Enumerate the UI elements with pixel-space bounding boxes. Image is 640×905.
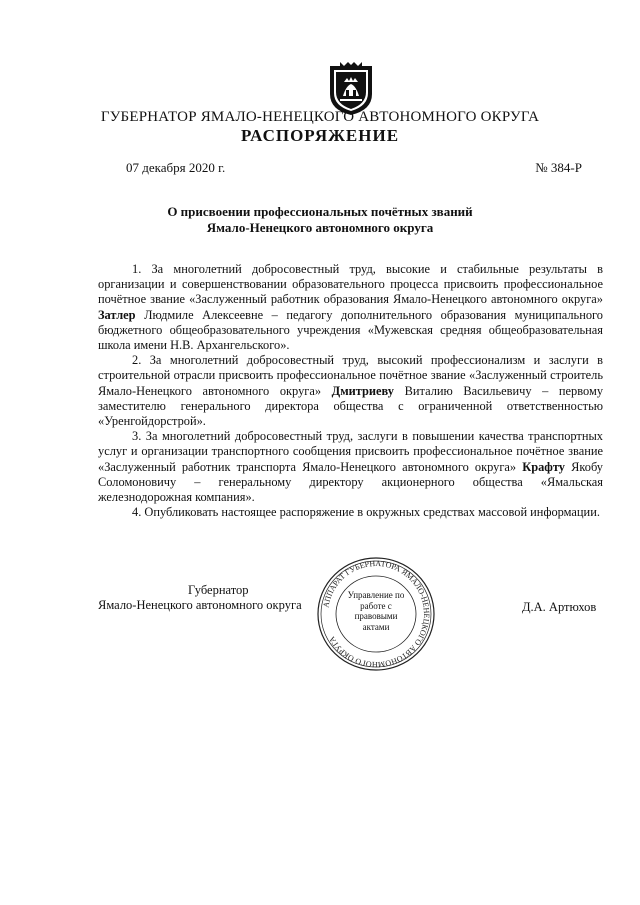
awardee-name-2: Дмитриеву [331, 383, 395, 398]
paragraph-2-text-a: 2. За многолетний добросовестный труд, высокий профессионализм и заслуги в строительной отрасли присвоить профессиональное почётное звание «Заслуженный строитель Ямало-Ненецкого автономного округа» [98, 353, 603, 398]
signatory-name: Д.А. Артюхов [522, 600, 597, 614]
coat-of-arms-emblem [326, 60, 376, 116]
paragraph-3-text-a: 3. За многолетний добросовестный труд, заслуги в повышении качества транспортных услуг и организации транспортного сообщения присвоить профессиональное почётное звание «Заслуженный работник транспорта Ямало-Ненецкого автономного округа» [98, 429, 603, 474]
signatory-title-line-2: Ямало-Ненецкого автономного округа [98, 598, 302, 612]
awardee-name-3: Крафту [522, 459, 565, 474]
signatory-title-line-1: Губернатор [188, 583, 249, 597]
paragraph-2 [98, 353, 603, 429]
subject-line-1: О присвоении профессиональных почётных званий [167, 204, 473, 219]
paragraph-3 [98, 429, 603, 505]
paragraph-1-text-a: 1. За многолетний добросовестный труд, высокие и стабильные результаты в организации и совершенствовании образовательного процесса присвоить профессиональное почётное звание «Заслуженный работник образования Ямало-Ненецкого автономного округа» [98, 262, 603, 307]
document-subject [0, 204, 640, 236]
document-body [98, 262, 603, 520]
awardee-name-1: Затлер [98, 307, 136, 322]
issuing-authority-title: ГУБЕРНАТОР ЯМАЛО-НЕНЕЦКОГО АВТОНОМНОГО ОКРУГА [100, 109, 540, 125]
document-date: 07 декабря 2020 г. [126, 160, 226, 175]
document-type-heading: РАСПОРЯЖЕНИЕ [240, 126, 400, 145]
stamp-inner-text: Управление по работе с правовыми актами [347, 590, 405, 632]
paragraph-3-text-b: Якобу Соломоновичу – генеральному директору акционерного общества «Ямальская железнодорожная компания». [98, 459, 603, 505]
paragraph-1-text-b: Людмиле Алексеевне – педагогу дополнительного образования муниципального бюджетного общеобразовательного учреждения «Мужевская средняя общеобразовательная школа имени Н.В. Архангельского». [98, 307, 603, 353]
document-number: № 384-Р [535, 160, 582, 175]
paragraph-4: 4. Опубликовать настоящее распоряжение в окружных средствах массовой информации. [132, 505, 600, 520]
subject-line-2: Ямало-Ненецкого автономного округа [206, 220, 434, 235]
stamp-ring-text: АППАРАТ ГУБЕРНАТОРА ЯМАЛО-НЕНЕЦКОГО АВТОНОМНОГО ОКРУГА [321, 558, 432, 670]
signatory-title [98, 583, 302, 613]
paragraph-1 [98, 262, 603, 353]
paragraph-2-text-b: Виталию Васильевичу – первому заместителю генерального директора общества с ограниченной ответственностью «Уренгойдорстрой». [98, 383, 604, 429]
